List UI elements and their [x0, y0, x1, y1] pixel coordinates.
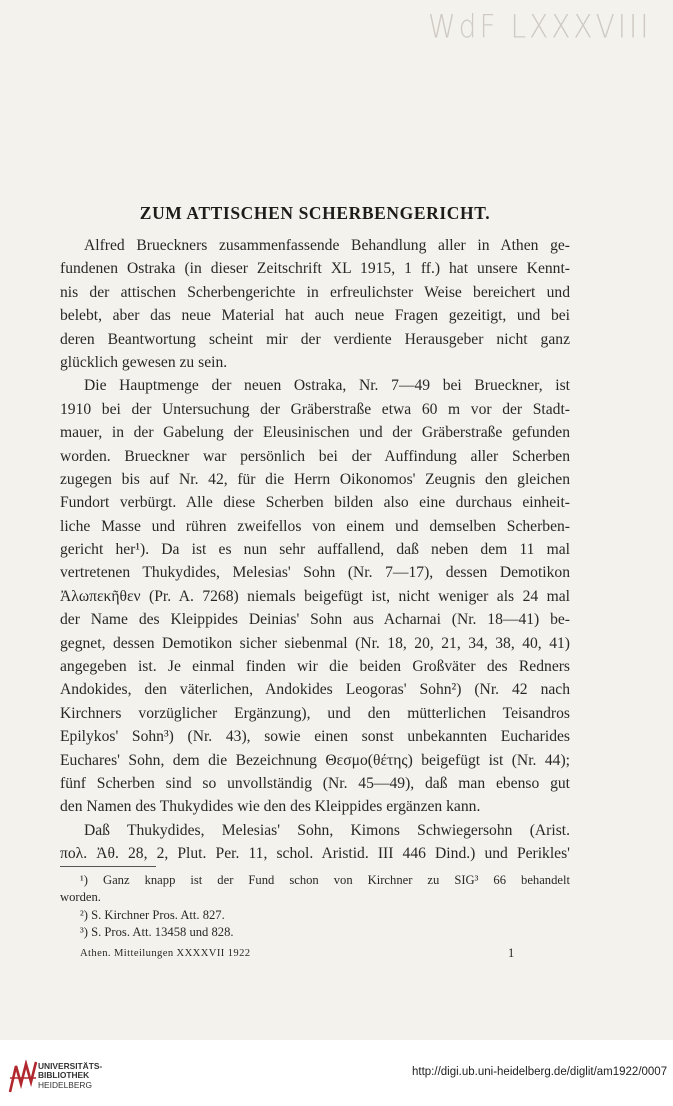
text-line: Euchares' Sohn, dem die Bezeichnung Θεσμο(θέτης) beigefügt ist (Nr. 44); [60, 751, 570, 769]
text-line: fünf Scherben sind so unvollständig (Nr. 45—49), daß man ebenso gut [60, 774, 570, 792]
text-line: Daß Thukydides, Melesias' Sohn, Kimons Schwiegersohn (Arist. [84, 821, 570, 839]
text-line: zugegen bis auf Nr. 42, für die Herrn Oikonomos' Zeugnis den gleichen [60, 470, 570, 488]
text-line: mauer, in der Gabelung der Eleusinischen und der Gräberstraße gefunden [60, 424, 570, 442]
text-line: vertretenen Thukydides, Melesias' Sohn (Nr. 7—17), dessen Demotikon [60, 564, 570, 582]
library-name-line: HEIDELBERG [38, 1079, 92, 1090]
printer-signature: Athen. Mitteilungen XXXXVII 1922 [80, 948, 251, 959]
digitization-footer [0, 1040, 673, 1106]
text-line: Epilykos' Sohn³) (Nr. 43), sowie einen sonst unbekannten Eucharides [60, 728, 570, 746]
text-line: angegeben ist. Je einmal finden wir die beiden Großväter des Redners [60, 658, 570, 676]
text-line: Die Hauptmenge der neuen Ostraka, Nr. 7—49 bei Brueckner, ist [84, 377, 570, 395]
footnote-line: ²) S. Kirchner Pros. Att. 827. [80, 907, 225, 922]
footnote-line: ³) S. Pros. Att. 13458 und 828. [80, 925, 234, 940]
text-line: Kirchners vorzüglicher Ergänzung), und den mütterlichen Teisandros [60, 704, 570, 722]
text-line: gericht her¹). Da ist es nun sehr auffallend, daß neben dem 11 mal [60, 541, 570, 559]
text-line: der Name des Kleippides Deinias' Sohn aus Acharnai (Nr. 18—41) be- [60, 611, 570, 629]
text-line: fundenen Ostraka (in dieser Zeitschrift XL 1915, 1 ff.) hat unsere Kennt- [60, 260, 570, 278]
library-name-line: BIBLIOTHEK [38, 1070, 90, 1081]
shelfmark-stamp: WdF LXXXVIII [428, 7, 652, 46]
text-line: Fundort verbürgt. Alle diese Scherben bilden also eine durchaus einheit- [60, 494, 570, 512]
text-line: Andokides, den väterlichen, Andokides Leogoras' Sohn²) (Nr. 42 nach [60, 681, 570, 699]
permalink-url[interactable]: http://digi.ub.uni-heidelberg.de/diglit/am1922/0007 [412, 1066, 668, 1078]
text-line: worden. Brueckner war persönlich bei der Auffindung aller Scherben [60, 447, 570, 465]
footnote-line: worden. [60, 890, 101, 905]
footnote-line: ¹) Ganz knapp ist der Fund schon von Kirchner zu SIG³ 66 behandelt [80, 873, 570, 887]
article-title: ZUM ATTISCHEN SCHERBENGERICHT. [139, 203, 491, 223]
text-line: 1910 bei der Untersuchung der Gräberstraße etwa 60 m vor der Stadt- [60, 400, 570, 418]
library-name-line: UNIVERSITÄTS- [38, 1061, 103, 1071]
text-line: nis der attischen Scherbengerichte in erfreulichster Weise bereichert und [60, 283, 570, 301]
footnotes [60, 872, 570, 942]
text-line: Ἀλωπεκῆθεν (Pr. A. 7268) niemals beigefügt ist, nicht weniger als 24 mal [60, 587, 570, 605]
text-line: den Namen des Thukydides wie den des Kleippides ergänzen kann. [60, 798, 481, 816]
text-line: πολ. Ἀθ. 28, 2, Plut. Per. 11, schol. Aristid. III 446 Dind.) und Perikles' [60, 845, 570, 863]
text-line: Alfred Brueckners zusammenfassende Behandlung aller in Athen ge- [84, 237, 570, 254]
university-library-logo-icon[interactable] [8, 1060, 38, 1094]
library-name [38, 1062, 102, 1090]
text-line: belebt, aber das neue Material hat auch neue Fragen gezeitigt, und bei [60, 307, 570, 325]
article-body [60, 234, 570, 866]
signature-number: 1 [508, 946, 515, 960]
text-line: liche Masse und rühren zweifellos von einem und demselben Scherben- [60, 517, 570, 535]
text-line: gegnet, dessen Demotikon sicher siebenmal (Nr. 18, 20, 21, 34, 38, 40, 41) [60, 634, 570, 652]
footnote-rule [60, 866, 156, 867]
text-line: glücklich gewesen zu sein. [60, 353, 228, 371]
text-line: deren Beantwortung scheint mir der verdiente Herausgeber nicht ganz [60, 330, 570, 348]
